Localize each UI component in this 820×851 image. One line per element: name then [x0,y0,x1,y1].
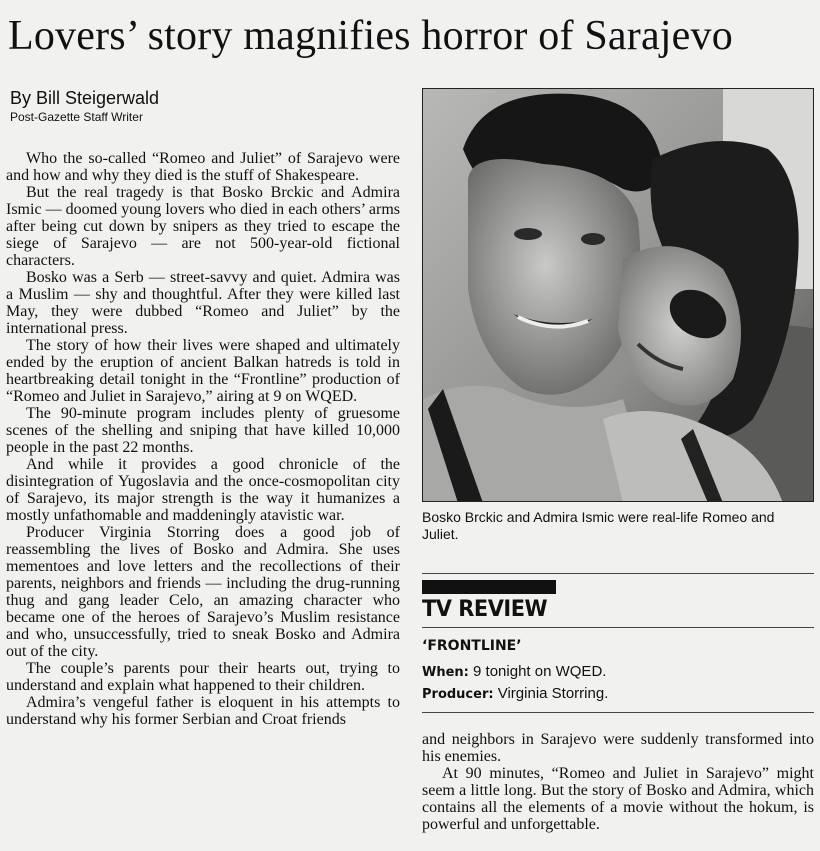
review-producer-label: Producer: [422,687,494,702]
paragraph: But the real tragedy is that Bosko Brckic and Admira Ismic — doomed young lovers who died in each others’ arms after being cut down by snipers as they tried to escape the siege of Sarajevo — are not 500-year-old fictional characters. [6,184,400,269]
review-box-title: TV REVIEW [422,597,548,622]
review-show-name: ‘FRONTLINE’ [422,638,522,654]
couple-photo [422,88,814,502]
paragraph: The story of how their lives were shaped and ultimately ended by the eruption of ancient Balkan hatreds is told in heartbreaking detail tonight in the “Frontline” production of “Romeo and Juliet in Sarajevo,” airing at 9 on WQED. [6,337,400,405]
paragraph: At 90 minutes, “Romeo and Juliet in Sarajevo” might seem a little long. But the story of Bosko and Admira, which contains all the elements of a movie without the hokum, is powerful and unforgettable. [422,765,814,833]
review-box-bar [422,580,556,594]
review-when-label: When: [422,665,469,680]
paragraph: Admira’s vengeful father is eloquent in his attempts to understand why his former Serbian and Croat friends [6,694,400,728]
paragraph: Producer Virginia Storring does a good job of reassembling the lives of Bosko and Admira. She uses mementoes and love letters and the recollections of their parents, neighbors and friends — including the drug-running thug and gang leader Celo, an amazing character who became one of the heroes of Sarajevo’s Muslim resistance and who, unsuccessfully, tried to sneak Bosko and Admira out of the city. [6,524,400,660]
review-when-value: 9 tonight on WQED. [468,663,607,680]
review-box-bottom-rule [422,712,814,713]
byline: By Bill Steigerwald [10,88,160,108]
paragraph: and neighbors in Sarajevo were suddenly transformed into his enemies. [422,731,814,765]
headline: Lovers’ story magnifies horror of Sarajevo [8,13,733,59]
review-producer [422,685,608,703]
review-producer-value: Virginia Storring. [493,685,609,702]
byline-title: Post-Gazette Staff Writer [10,110,143,124]
paragraph: The 90-minute program includes plenty of gruesome scenes of the shelling and sniping that have killed 10,000 people in the past 22 months. [6,405,400,456]
article-column-left [6,150,400,728]
paragraph: And while it provides a good chronicle of the disintegration of Yugoslavia and the once-cosmopolitan city of Sarajevo, its major strength is the way it humanizes a mostly unfathomable and maddeningly atavistic war. [6,456,400,524]
article-column-right [422,731,814,833]
paragraph: The couple’s parents pour their hearts out, trying to understand and explain what happened to their children. [6,660,400,694]
photo-caption: Bosko Brckic and Admira Ismic were real-life Romeo and Juliet. [422,509,775,542]
paragraph: Who the so-called “Romeo and Juliet” of Sarajevo were and how and why they died is the stuff of Shakespeare. [6,150,400,184]
paragraph: Bosko was a Serb — street-savvy and quiet. Admira was a Muslim — shy and thoughtful. After they were killed last May, they were dubbed “Romeo and Juliet” by the international press. [6,269,400,337]
review-box-top-rule [422,573,814,574]
review-when [422,663,606,681]
review-box-divider [422,627,814,628]
